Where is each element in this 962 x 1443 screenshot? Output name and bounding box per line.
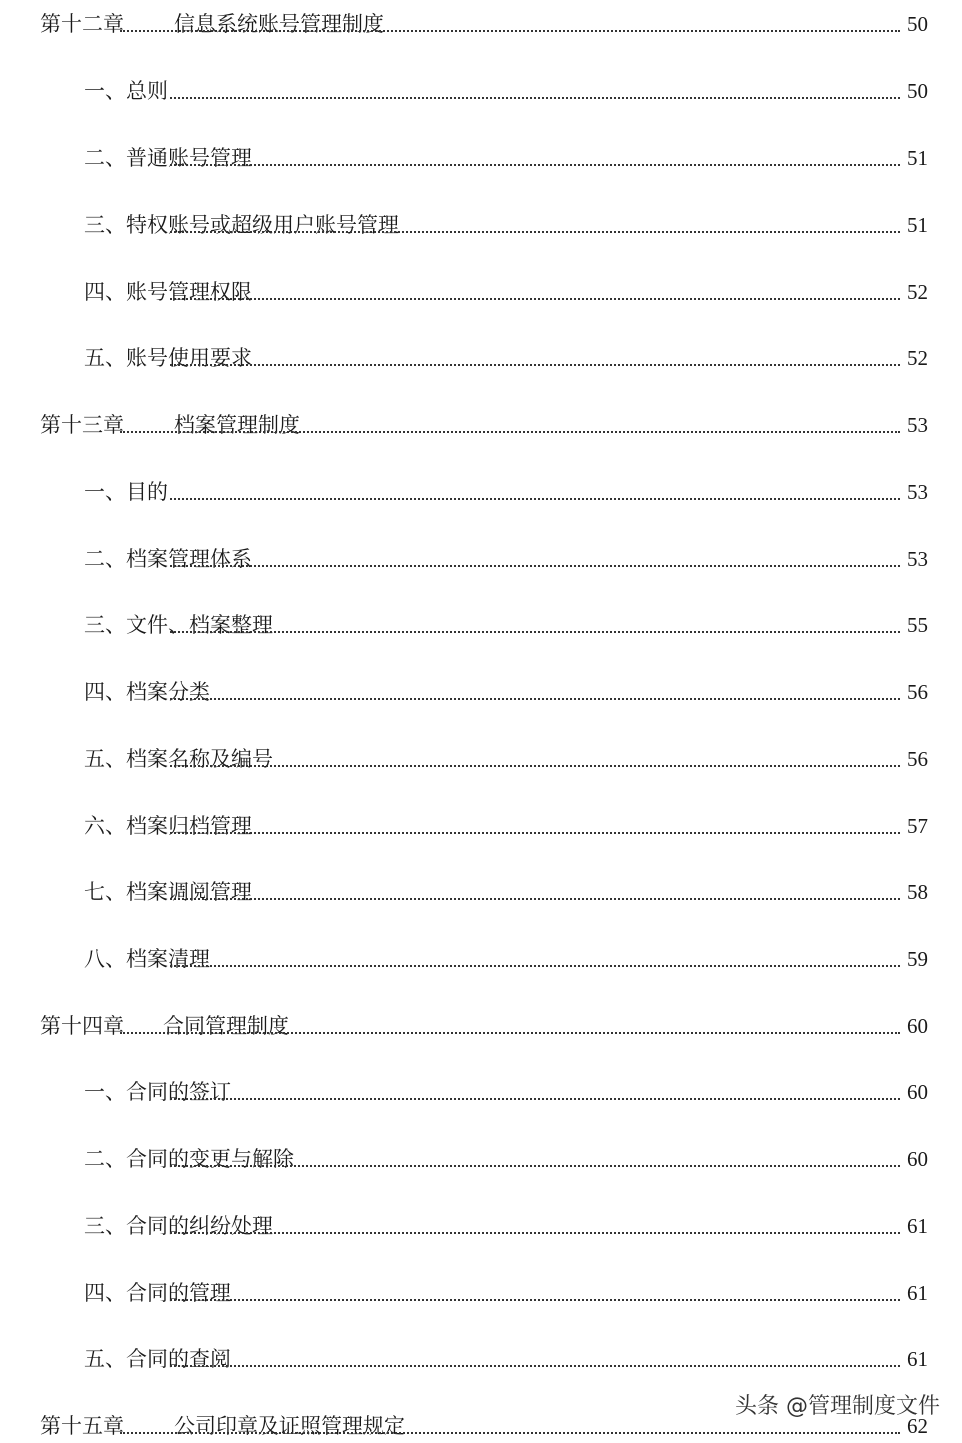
- dot-leader: [170, 1299, 900, 1301]
- page-number: 52: [904, 341, 928, 375]
- toc-section[interactable]: [0, 742, 962, 776]
- dot-leader: [170, 765, 900, 767]
- toc-section[interactable]: [0, 1209, 962, 1243]
- dot-leader: [170, 1365, 900, 1367]
- dot-leader: [120, 1032, 900, 1034]
- chapter-title: 公司印章及证照管理规定: [174, 1414, 405, 1438]
- page-number: 51: [904, 141, 928, 175]
- page-number: 60: [904, 1142, 928, 1176]
- chapter-title: 信息系统账号管理制度: [174, 12, 384, 36]
- page-number: 62: [904, 1409, 928, 1443]
- page-number: 60: [904, 1009, 928, 1043]
- toc-chapter-12[interactable]: [0, 7, 962, 41]
- chapter-title: 档案管理制度: [174, 413, 300, 437]
- chapter-title: 合同管理制度: [163, 1014, 289, 1038]
- toc-chapter-14[interactable]: [0, 1009, 962, 1043]
- page-number: 51: [904, 208, 928, 242]
- dot-leader: [120, 1432, 900, 1434]
- section-title: 七、档案调阅管理: [84, 875, 254, 909]
- section-title: 二、合同的变更与解除: [84, 1142, 296, 1176]
- page-number: 55: [904, 608, 928, 642]
- section-title: 五、合同的查阅: [84, 1342, 233, 1376]
- page-number: 57: [904, 809, 928, 843]
- section-title: 三、文件、档案整理: [84, 608, 275, 642]
- toc-entry-label: [40, 7, 386, 41]
- section-title: 五、档案名称及编号: [84, 742, 275, 776]
- page-number: 61: [904, 1276, 928, 1310]
- dot-leader: [120, 431, 900, 433]
- section-title: 一、总则: [84, 74, 170, 108]
- dot-leader: [170, 164, 900, 166]
- section-title: 四、合同的管理: [84, 1276, 233, 1310]
- toc-section[interactable]: [0, 208, 962, 242]
- dot-leader: [170, 631, 900, 633]
- page-number: 52: [904, 275, 928, 309]
- toc-entry-label: [40, 1009, 291, 1043]
- chapter-number: 第十三章: [40, 413, 124, 437]
- dot-leader: [170, 898, 900, 900]
- dot-leader: [170, 97, 900, 99]
- toc-section[interactable]: [0, 942, 962, 976]
- dot-leader: [170, 1165, 900, 1167]
- page-number: 59: [904, 942, 928, 976]
- page-number: 60: [904, 1075, 928, 1109]
- dot-leader: [170, 1232, 900, 1234]
- page-number: 53: [904, 408, 928, 442]
- section-title: 三、特权账号或超级用户账号管理: [84, 208, 401, 242]
- dot-leader: [170, 298, 900, 300]
- toc-section[interactable]: [0, 542, 962, 576]
- page-number: 56: [904, 675, 928, 709]
- section-title: 一、合同的签订: [84, 1075, 233, 1109]
- dot-leader: [170, 565, 900, 567]
- section-title: 三、合同的纠纷处理: [84, 1209, 275, 1243]
- toc-section[interactable]: [0, 1342, 962, 1376]
- dot-leader: [170, 231, 900, 233]
- dot-leader: [170, 965, 900, 967]
- dot-leader: [170, 832, 900, 834]
- toc-chapter-13[interactable]: [0, 408, 962, 442]
- watermark: 头条 @管理制度文件: [735, 1394, 940, 1419]
- section-title: 五、账号使用要求: [84, 341, 254, 375]
- toc-section[interactable]: [0, 809, 962, 843]
- page-number: 61: [904, 1209, 928, 1243]
- toc-section[interactable]: [0, 275, 962, 309]
- section-title: 一、目的: [84, 475, 170, 509]
- toc-section[interactable]: [0, 1142, 962, 1176]
- page-number: 58: [904, 875, 928, 909]
- toc-section[interactable]: [0, 341, 962, 375]
- toc-section[interactable]: [0, 875, 962, 909]
- toc-section[interactable]: [0, 608, 962, 642]
- toc-section[interactable]: [0, 141, 962, 175]
- toc-entry-label: [40, 408, 302, 442]
- page-number: 56: [904, 742, 928, 776]
- page-number: 53: [904, 475, 928, 509]
- section-title: 六、档案归档管理: [84, 809, 254, 843]
- toc-section[interactable]: [0, 475, 962, 509]
- chapter-number: 第十二章: [40, 12, 124, 36]
- dot-leader: [170, 698, 900, 700]
- dot-leader: [170, 1098, 900, 1100]
- section-title: 四、账号管理权限: [84, 275, 254, 309]
- dot-leader: [120, 30, 900, 32]
- toc-entry-label: [40, 1409, 407, 1443]
- toc-section[interactable]: [0, 1075, 962, 1109]
- section-title: 二、普通账号管理: [84, 141, 254, 175]
- dot-leader: [170, 364, 900, 366]
- toc-section[interactable]: [0, 1276, 962, 1310]
- page-number: 50: [904, 7, 928, 41]
- chapter-number: 第十五章: [40, 1414, 124, 1438]
- page-number: 53: [904, 542, 928, 576]
- page-number: 61: [904, 1342, 928, 1376]
- dot-leader: [170, 498, 900, 500]
- chapter-number: 第十四章: [40, 1014, 124, 1038]
- page-number: 50: [904, 74, 928, 108]
- toc-section[interactable]: [0, 675, 962, 709]
- section-title: 四、档案分类: [84, 675, 212, 709]
- section-title: 八、档案清理: [84, 942, 212, 976]
- section-title: 二、档案管理体系: [84, 542, 254, 576]
- toc-section[interactable]: [0, 74, 962, 108]
